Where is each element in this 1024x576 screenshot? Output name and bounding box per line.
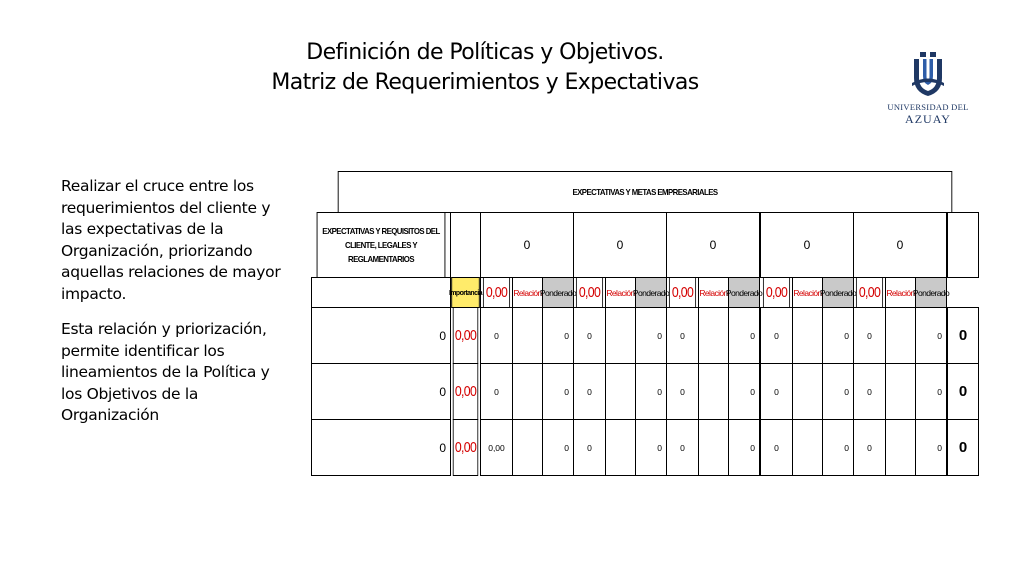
weight-cell: 0 xyxy=(573,419,606,476)
weight-cell: 0 xyxy=(853,363,886,420)
ponderado-header: Ponderado xyxy=(635,277,667,308)
relacion-cell[interactable] xyxy=(512,419,543,476)
explanation-paragraph-2: Esta relación y priorización, permite identificar los lineamientos de la Política y los Objetivos de la Organización xyxy=(61,320,270,424)
explanation-paragraph-1: Realizar el cruce entre los requerimientos del cliente y las expectativas de la Organización, priorizando aquellas relaciones de mayor impacto. xyxy=(61,177,281,303)
blank-corner-cell xyxy=(311,277,451,308)
ponderado-cell: 0 xyxy=(915,307,947,364)
weight-cell: 0 xyxy=(853,307,886,364)
expectation-weight: 0,00 xyxy=(856,277,883,308)
relacion-header: Relación xyxy=(885,277,916,308)
ponderado-header: Ponderado xyxy=(728,277,760,308)
relacion-cell[interactable] xyxy=(885,363,916,420)
expectation-label: 0 xyxy=(853,212,947,278)
ponderado-cell: 0 xyxy=(542,307,574,364)
ponderado-cell: 0 xyxy=(542,363,574,420)
requirements-expectations-matrix xyxy=(311,171,979,474)
weight-cell: 0 xyxy=(573,363,606,420)
ponderado-cell: 0 xyxy=(915,419,947,476)
blank-header-cell xyxy=(450,212,481,278)
weight-cell: 0 xyxy=(666,363,699,420)
ponderado-header: Ponderado xyxy=(822,277,854,308)
relacion-cell[interactable] xyxy=(605,419,636,476)
weight-cell: 0 xyxy=(480,307,513,364)
relacion-cell[interactable] xyxy=(792,363,823,420)
row-total: 0 xyxy=(947,307,979,364)
requirement-label: 0 xyxy=(311,363,451,420)
relacion-cell[interactable] xyxy=(512,307,543,364)
weight-cell: 0 xyxy=(853,419,886,476)
slide-title-line-1: Definición de Políticas y Objetivos. xyxy=(306,40,664,65)
expectation-weight: 0,00 xyxy=(483,277,510,308)
explanation-text xyxy=(61,176,286,441)
ponderado-cell: 0 xyxy=(635,307,667,364)
relacion-header: Relación xyxy=(698,277,729,308)
ponderado-cell: 0 xyxy=(728,307,760,364)
requirements-header: EXPECTATIVAS Y REQUISITOS DEL CLIENTE, LEGALES Y REGLAMENTARIOS xyxy=(317,212,446,278)
relacion-cell[interactable] xyxy=(605,363,636,420)
ponderado-cell: 0 xyxy=(822,363,854,420)
ponderado-header: Ponderado xyxy=(915,277,947,308)
weight-cell: 0,00 xyxy=(480,419,513,476)
weight-cell: 0 xyxy=(760,307,793,364)
logo-text-line-1: UNIVERSIDAD DEL xyxy=(887,102,969,112)
ponderado-cell: 0 xyxy=(635,419,667,476)
expectation-label: 0 xyxy=(666,212,760,278)
relacion-header: Relación xyxy=(792,277,823,308)
slide-title xyxy=(180,38,790,98)
university-shield-icon xyxy=(910,52,946,98)
ponderado-cell: 0 xyxy=(728,363,760,420)
matrix-title: EXPECTATIVAS Y METAS EMPRESARIALES xyxy=(338,171,953,213)
weight-cell: 0 xyxy=(573,307,606,364)
relacion-cell[interactable] xyxy=(698,307,729,364)
relacion-cell[interactable] xyxy=(792,419,823,476)
importancia-value: 0,00 xyxy=(453,363,478,420)
ponderado-header: Ponderado xyxy=(542,277,574,308)
relacion-cell[interactable] xyxy=(885,307,916,364)
ponderado-cell: 0 xyxy=(822,307,854,364)
relacion-header: Relación xyxy=(512,277,543,308)
importancia-header: Importancia xyxy=(451,277,480,308)
expectation-weight: 0,00 xyxy=(763,277,790,308)
expectation-label: 0 xyxy=(573,212,667,278)
relacion-header: Relación xyxy=(605,277,636,308)
relacion-cell[interactable] xyxy=(698,363,729,420)
relacion-cell[interactable] xyxy=(512,363,543,420)
weight-cell: 0 xyxy=(480,363,513,420)
ponderado-cell: 0 xyxy=(635,363,667,420)
slide-title-line-2: Matriz de Requerimientos y Expectativas xyxy=(271,70,699,95)
row-total: 0 xyxy=(947,363,979,420)
requirement-label: 0 xyxy=(311,419,451,476)
importancia-value: 0,00 xyxy=(453,419,478,476)
relacion-cell[interactable] xyxy=(698,419,729,476)
total-header-cell xyxy=(947,212,979,278)
relacion-cell[interactable] xyxy=(885,419,916,476)
expectation-weight: 0,00 xyxy=(576,277,603,308)
expectation-label: 0 xyxy=(480,212,574,278)
weight-cell: 0 xyxy=(760,419,793,476)
logo-text-line-2: AZUAY xyxy=(905,112,951,126)
requirement-label: 0 xyxy=(311,307,451,364)
expectation-weight: 0,00 xyxy=(669,277,696,308)
expectation-label: 0 xyxy=(760,212,854,278)
weight-cell: 0 xyxy=(666,307,699,364)
ponderado-cell: 0 xyxy=(822,419,854,476)
row-total: 0 xyxy=(947,419,979,476)
weight-cell: 0 xyxy=(666,419,699,476)
importancia-value: 0,00 xyxy=(453,307,478,364)
ponderado-cell: 0 xyxy=(542,419,574,476)
ponderado-cell: 0 xyxy=(728,419,760,476)
university-logo xyxy=(884,52,972,134)
weight-cell: 0 xyxy=(760,363,793,420)
ponderado-cell: 0 xyxy=(915,363,947,420)
relacion-cell[interactable] xyxy=(605,307,636,364)
relacion-cell[interactable] xyxy=(792,307,823,364)
